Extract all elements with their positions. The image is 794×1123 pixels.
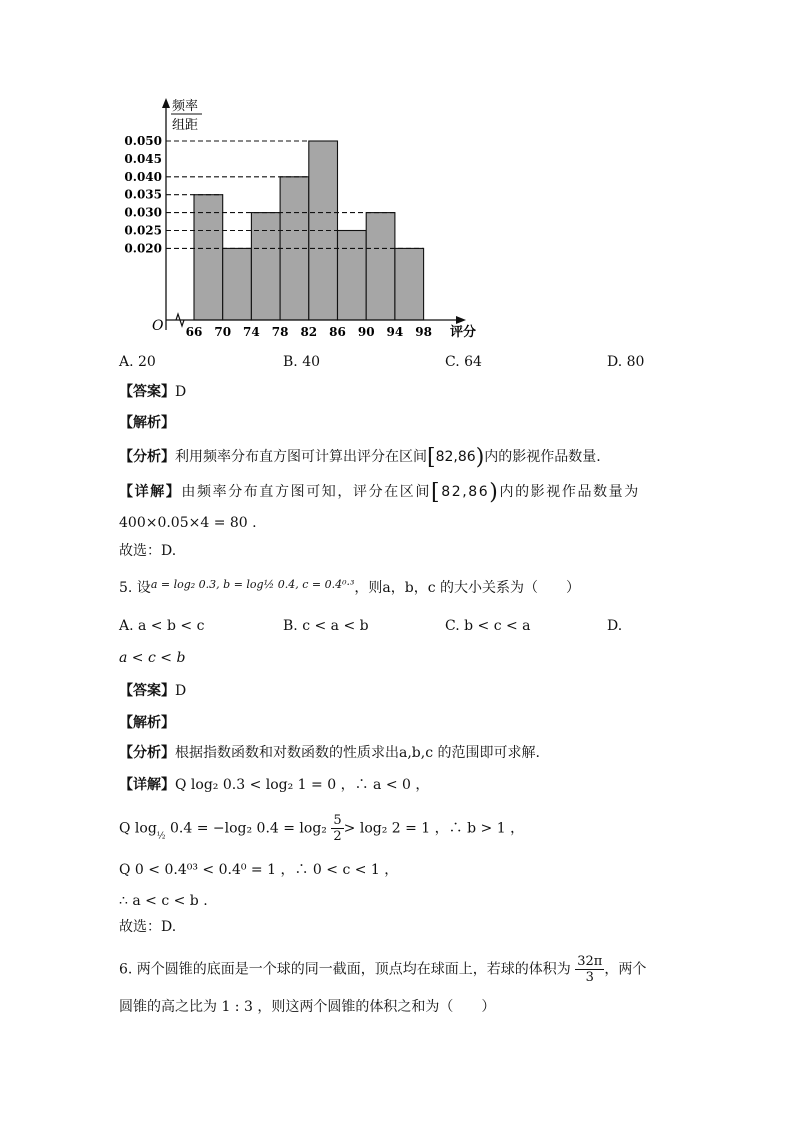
y-tick-label: 0.040 [124,169,162,184]
q6-line2: 圆锥的高之比为 1 : 3 ，则这两个圆锥的体积之和为（ ） [119,999,496,1015]
q5-detail-step3: Q 0 < 0.4⁰³ < 0.4⁰ = 1 ，∴ 0 < c < 1 ， [119,862,399,878]
x-tick-label: 94 [386,325,404,339]
y-tick-label: 0.035 [124,187,162,202]
q5-stem-tail: ，则a，b，c 的大小关系为（ ） [354,580,581,596]
detail-text-a: 由频率分布直方图可知，评分在区间 [181,484,432,500]
x-tick-label: 82 [300,325,318,339]
answer-value: D [175,683,187,699]
fraction-denominator: 2 [333,829,342,844]
fraction-numerator: 32π [577,954,603,969]
x-axis-arrow [456,316,466,324]
q4-option-a: A. 20 [119,354,156,370]
q5-analysis-label: 【解析】 [119,715,175,731]
q5-stem [119,575,580,598]
interval-value: 82,86 [435,449,476,465]
q5-detail-step2 [119,813,524,847]
interval-value: 82,86 [441,484,490,500]
histogram-bar [395,248,424,320]
y-tick-labels [124,134,162,255]
q4-option-d: D. 80 [607,354,645,370]
q5-number: 5. 设 [119,580,151,596]
x-tick-label: 70 [214,325,232,339]
y-tick-label: 0.025 [124,223,162,238]
q5-conclusion: 故选：D. [119,919,177,935]
y-axis-arrow [162,98,170,108]
x-tick-labels [186,325,432,339]
step2-fraction [331,813,343,844]
interval-close-paren: ) [475,445,485,470]
x-tick-label: 90 [357,325,375,339]
histogram-bar [251,213,280,320]
q4-analysis-label: 【解析】 [119,415,175,431]
histogram-bars [194,141,424,320]
x-tick-label: 74 [243,325,260,339]
interval-open-bracket: [ [431,480,442,505]
x-tick-label: 78 [271,325,289,339]
answer-label: 【答案】 [119,683,175,699]
interval-close-paren: ) [489,480,500,505]
q4-conclusion: 故选：D. [119,543,177,559]
q4-option-b: B. 40 [283,354,321,370]
q6-text-a: 6. 两个圆锥的底面是一个球的同一截面，顶点均在球面上，若球的体积为 [119,961,571,978]
origin-label: O [152,318,164,334]
x-tick-label: 86 [329,325,346,339]
fenxi-label: 【分析】 [119,449,175,465]
fenxi-label: 【分析】 [119,745,175,761]
fraction-numerator: 5 [333,813,342,828]
fenxi-text: 根据指数函数和对数函数的性质求出a,b,c 的范围即可求解. [175,745,540,761]
q4-option-c: C. 64 [445,354,482,370]
detail-label: 【详解】 [119,777,175,793]
x-tick-label: 98 [415,325,432,339]
answer-value: D [175,384,187,400]
y-tick-label: 0.020 [124,241,162,256]
q6-line1 [119,954,646,985]
histogram-bar [194,195,223,320]
q5-answer [119,681,186,701]
histogram-chart [110,92,490,342]
histogram-bar [338,231,367,321]
q5-option-a: A. a < b < c [119,618,205,634]
fenxi-text-b: 内的影视作品数量. [484,449,601,465]
histogram-bar [366,213,395,320]
y-tick-label: 0.050 [124,134,162,148]
q5-option-d: D. [607,618,623,634]
detail-label: 【详解】 [119,484,182,500]
q5-option-c: C. b < c < a [445,618,531,634]
fenxi-text-a: 利用频率分布直方图可计算出评分在区间 [175,449,427,465]
step2-a: Q log [119,820,157,837]
q5-fenxi [119,743,540,763]
q4-fenxi [119,445,601,470]
y-axis-label-top: 频率 [172,99,199,114]
answer-label: 【答案】 [119,384,175,400]
interval-open-bracket: [ [427,445,436,470]
x-axis-label: 评分 [450,325,477,340]
step2-c: > log₂ 2 = 1 ，∴ b > 1 ， [343,820,525,837]
y-axis-label-bottom: 组距 [172,118,199,133]
q5-given: a = log₂ 0.3, b = log½ 0.4, c = 0.4⁰·³ [150,578,355,591]
q5-detail-step1 [119,775,429,795]
detail-text-b: 内的影视作品数量为 [499,484,640,500]
step2-b: 0.4 = −log₂ 0.4 = log₂ [165,820,327,837]
q5-detail-step4: ∴ a < c < b . [119,893,208,909]
q4-answer [119,382,186,402]
q5-option-b: B. c < a < b [283,618,369,634]
x-tick-label: 66 [185,325,203,339]
q4-detail [119,480,640,505]
histogram-bar [223,248,252,320]
q6-text-b: ，两个 [604,961,647,978]
q5-option-d-value: a < c < b [119,650,186,666]
q6-volume-fraction [575,954,604,985]
step2-base: ½ [156,831,166,842]
y-tick-label: 0.030 [124,205,162,220]
y-tick-label: 0.045 [124,151,162,166]
fraction-denominator: 3 [585,970,594,985]
step1-text: Q log₂ 0.3 < log₂ 1 = 0 ，∴ a < 0 ， [175,777,430,793]
q4-calculation: 400×0.05×4 = 80 . [119,515,257,531]
